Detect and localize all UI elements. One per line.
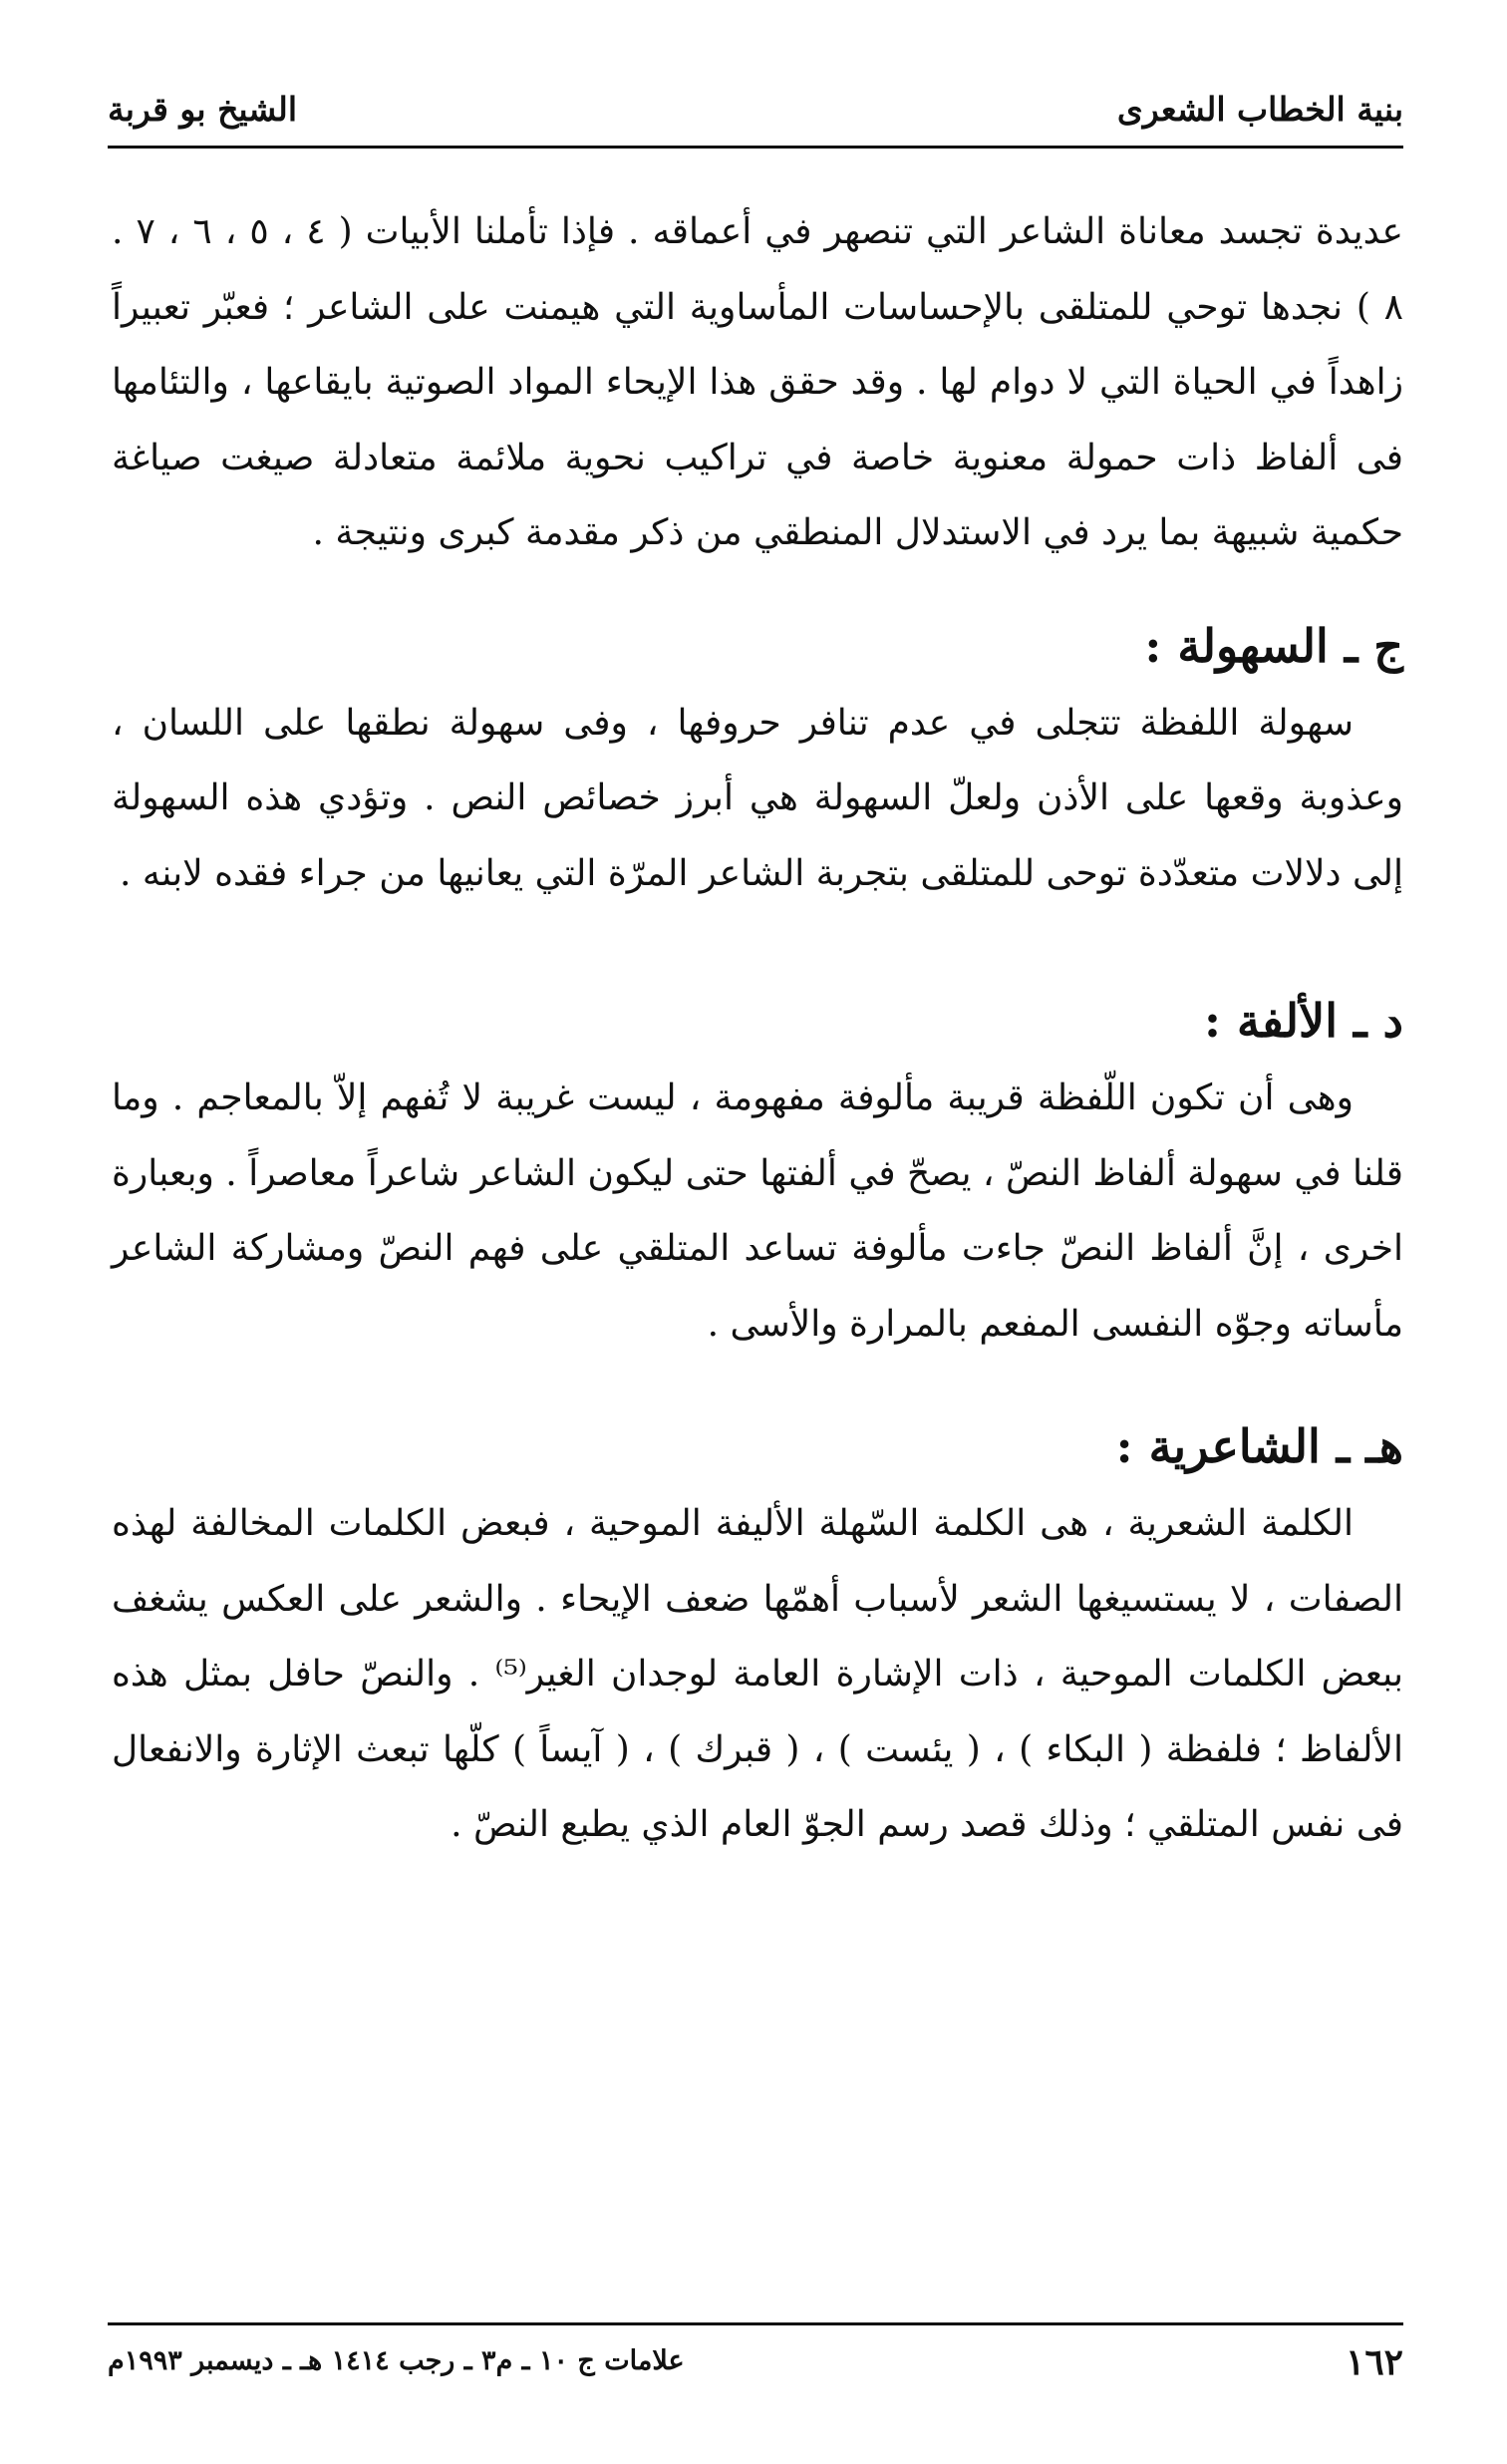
section-text-ease: سهولة اللفظة تتجلى في عدم تنافر حروفها ، وفى سهولة نطقها على اللسان ، وعذوبة وقعها على الأذن ولعلّ السهولة هي أبرز خصائص النص . وتؤدي هذه السهولة إلى دلالات متعدّدة توحى للمتلقى بتجربة الشاعر المرّة التي يعانيها من جراء فقده لابنه . [112,702,1403,894]
page-number: ١٦٢ [1345,2341,1403,2383]
section-text-poeticity: الكلمة الشعرية ، هى الكلمة السّهلة الأليفة الموحية ، فبعض الكلمات المخالفة لهذه الصفات ، لا يستسيغها الشعر لأسباب أهمّها ضعف الإيحاء . والشعر على العكس يشغف ببعض الكلمات الموحية ، ذات الإشارة العامة لوجدان الغير⁽⁵⁾ . والنصّ حافل بمثل هذه الألفاظ ؛ فلفظة ( البكاء ) ، ( يئست ) ، ( قبرك ) ، ( آيساً ) كلّها تبعث الإثارة والانفعال فى نفس المتلقي ؛ وذلك قصد رسم الجوّ العام الذي يطبع النصّ . [112,1503,1403,1845]
page-footer [108,2337,1403,2397]
section-text-familiarity: وهى أن تكون اللّفظة قريبة مألوفة مفهومة ، ليست غريبة لا تُفهم إلاّ بالمعاجم . وما قلنا في سهولة ألفاظ النصّ ، يصحّ في ألفتها حتى ليكون الشاعر شاعراً معاصراً . وبعبارة اخرى ، إنَّ ألفاظ النصّ جاءت مألوفة تساعد المتلقي على فهم النصّ ومشاركة الشاعر مأساته وجوّه النفسى المفعم بالمرارة والأسى . [112,1078,1403,1345]
section-heading-ease: ج ـ السهولة : [1144,618,1403,673]
footer-rule [108,2322,1403,2325]
article-body [112,194,1403,1863]
running-head-title: بنية الخطاب الشعرى [1116,90,1403,129]
opening-paragraph: عديدة تجسد معاناة الشاعر التي تنصهر في أعماقه . فإذا تأملنا الأبيات ( ٤ ، ٥ ، ٦ ، ٧ . ٨ ) نجدها توحي للمتلقى بالإحساسات المأساوية التي هيمنت على الشاعر ؛ فعبّر تعبيراً زاهداً في الحياة التي لا دوام لها . وقد حقق هذا الإيحاء المواد الصوتية بايقاعها ، والتئامها فى ألفاظ ذات حمولة معنوية خاصة في تراكيب نحوية ملائمة متعادلة صيغت صياغة حكمية شبيهة بما يرد في الاستدلال المنطقي من ذكر مقدمة كبرى ونتيجة . [112,211,1404,553]
running-head-author: الشيخ بو قربة [108,90,297,129]
running-head [108,78,1403,138]
header-rule [108,146,1403,149]
section-heading-poeticity: هـ ـ الشاعرية : [1115,1419,1403,1473]
journal-issue: علامات ج ١٠ ـ م٣ ـ رجب ١٤١٤ هـ ـ ديسمبر ١٩٩٣م [108,2345,685,2376]
section-heading-familiarity: د ـ الألفة : [1204,994,1403,1048]
